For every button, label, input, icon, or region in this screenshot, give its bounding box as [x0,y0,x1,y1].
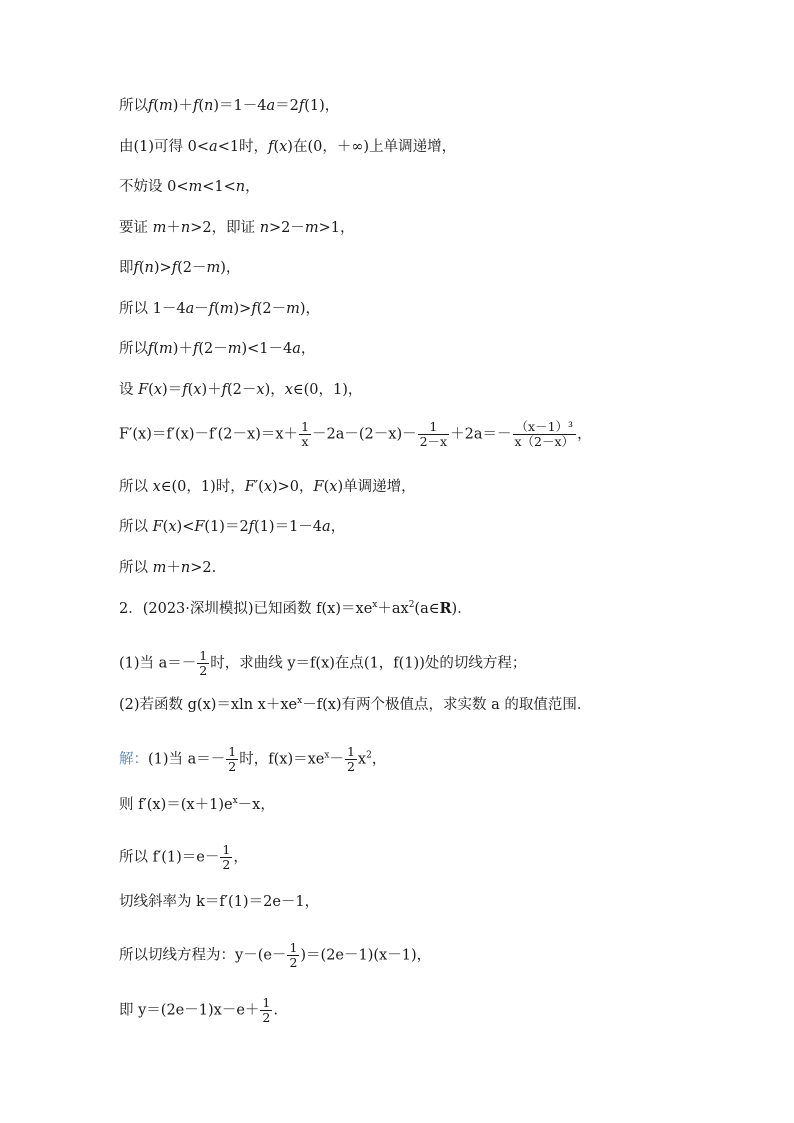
text-segment: 所以 [119,98,148,114]
text-segment: ＝2 [275,98,299,114]
text-segment: >2－ [269,220,305,236]
text-segment: n [259,220,270,236]
text-segment: f [208,301,215,317]
text-segment: a [185,301,195,317]
text-segment: )＋ [201,382,222,398]
text-line-5 [119,258,240,278]
text-segment: (1)＝1－4 [254,519,323,535]
text-segment: >2，即证 [190,220,260,236]
text-segment: 所以 1－4 [119,301,186,317]
problem-part-2: (2)若函数 g(x)＝xln $x+xe^x-f(x)$有两个极值点，求实数 a 的取值范围． [119,696,592,713]
problem-part-1: (1)当 a＝－ $\frac{1}{2}$ 时，求曲线 y＝f(x)在点(1，f(1))处的切线方程； [119,648,527,678]
text-segment: F [244,479,255,495]
text-segment: f [248,519,255,535]
text-segment: ， [245,179,260,195]
text-segment: n [180,560,191,576]
text-segment: >2. [190,560,217,576]
text-segment: 即 [119,260,134,276]
text-segment: )> [233,301,252,317]
text-segment: )， [299,301,321,317]
text-segment: )＋ [172,341,193,357]
text-segment: 不妨设 0< [119,179,189,195]
text-segment: f [221,382,227,398]
text-segment: a [209,139,218,155]
text-line-7 [119,339,315,359]
text-segment: n [144,260,154,276]
solution-label: 解： [119,751,148,768]
text-segment: <1< [202,179,236,195]
solution-line-2: 则 $f'(x)=(x+1)e^x-x$， [119,796,275,813]
text-segment: － [194,301,209,317]
text-line-3 [119,177,260,197]
text-line-12 [119,558,216,578]
text-segment: m [219,301,234,317]
text-line-4 [119,218,355,238]
text-segment: )＋ [172,98,193,114]
text-segment: m [159,98,173,114]
text-line-2 [119,137,456,157]
text-segment: ( [273,139,280,155]
text-line-1 [119,96,339,116]
text-segment: f [133,260,139,276]
text-segment: )＝1－4 [213,98,267,114]
solution-line-6: 即 y＝(2e－1)x－e＋ $\frac{1}{2}$ . [119,995,278,1025]
fraction: $\frac{1}{2}$ [222,842,231,872]
text-segment: F [152,519,163,535]
text-segment: m [159,341,173,357]
text-segment: <1时， [217,139,269,155]
deriv-part-c: ＋2a＝－ [450,426,512,443]
deriv-part-a: F′(x)＝f′(x)－f′(2－x)＝x＋ [119,426,299,443]
text-segment: (2－ [226,382,257,398]
text-segment: x [168,519,177,535]
text-segment: ， [330,519,346,535]
fraction: $\frac{1}{2}$ [228,744,237,774]
text-segment: F [138,382,149,398]
text-segment: )< [176,519,195,535]
text-segment: )， [220,260,241,276]
text-segment: 设 [119,382,139,398]
text-segment: )>0， [272,479,314,495]
text-segment: (1)， [304,98,340,114]
text-segment: 由(1)可得 0< [119,139,210,155]
text-segment: )， [264,382,285,398]
fraction: $\frac{1}{2}$ [199,648,208,678]
text-segment: x [263,479,272,495]
text-segment: x [284,382,293,398]
text-segment: ∈(0，1)， [292,382,363,398]
text-segment: n [180,220,191,236]
solution-line-3: 所以 f′(1)＝e－ $\frac{1}{2}$ ， [119,842,248,872]
text-segment: F [313,479,324,495]
text-line-6 [119,299,320,319]
text-segment: )＝ [162,382,183,398]
text-segment: )单调递增， [337,479,416,495]
text-segment: ( [153,341,160,357]
text-segment: m [188,179,203,195]
text-segment: f [182,382,188,398]
text-segment: 所以 [119,519,153,535]
text-segment: >1， [318,220,355,236]
text-segment: (1)＝2 [204,519,249,535]
text-segment: ( [214,301,220,317]
text-segment: x [152,479,161,495]
text-segment: )在(0，＋∞)上单调递增， [287,139,457,155]
text-segment: a [266,98,276,114]
text-segment: m [206,260,221,276]
text-segment: ( [162,519,169,535]
text-segment: 所以 [119,341,148,357]
text-segment: m [152,220,167,236]
solution-line-5: 所以切线方程为：y－(e－ $\frac{1}{2}$ )＝(2e－1)(x－1)， [119,940,432,970]
text-segment: ∈(0，1)时， [160,479,245,495]
text-segment: 所以 [119,479,153,495]
fraction: $\frac{1}{2}$ [262,995,271,1025]
text-segment: ( [153,98,160,114]
deriv-part-b: －2a－(2－x)－ [312,426,417,443]
deriv-part-d: ， [577,426,592,443]
solution-line-1: 解：(1)当 a＝－ $\frac{1}{2}$ 时，$f(x)=xe^x-$ $\frac{1}{2}$ $x^2$， [119,744,387,774]
text-segment: m [304,220,319,236]
text-segment: m [152,560,167,576]
fraction: $\frac{1}{2}$ [346,744,355,774]
text-segment: m [227,341,242,357]
fraction: $\frac{1}{2}$ [289,940,298,970]
text-line-8 [119,380,362,400]
text-segment: ( [138,260,145,276]
text-segment: a [292,341,301,357]
text-segment: x [279,139,288,155]
text-segment: ( [187,382,194,398]
text-segment: f [251,301,257,317]
fraction: $\frac{\text{（x－1）³}}{x(2-x)}$ [514,419,575,449]
text-segment: x [256,382,265,398]
text-segment: f [192,341,199,357]
text-segment: F [194,519,205,535]
fraction: $\frac{1}{2-x}$ [419,419,448,449]
text-line-11 [119,517,345,537]
text-segment: f [171,260,178,276]
text-segment: ( [198,98,205,114]
text-segment: a [322,519,331,535]
fraction: $\frac{1}{x}$ [301,419,310,449]
text-segment: ( [148,382,154,398]
text-segment: (2－ [256,301,287,317]
derivative-line [119,420,592,449]
text-segment: 所以 [119,560,153,576]
text-segment: m [286,301,300,317]
text-segment: ＋ [166,220,181,236]
text-segment: (2－ [177,260,207,276]
text-segment: )<1－4 [241,341,293,357]
text-segment: x [329,479,338,495]
text-segment: 要证 [119,220,153,236]
text-segment: x [193,382,202,398]
text-segment: f [268,139,274,155]
solution-line-4: 切线斜率为 k＝f′(1)＝2e－1， [119,894,320,910]
text-segment: ( [323,479,330,495]
text-segment: x [153,382,163,398]
text-line-10 [119,477,416,497]
text-segment: ， [300,341,316,357]
text-segment: f [148,98,154,114]
text-segment: )> [153,260,172,276]
text-segment: n [235,179,246,195]
text-segment: ＋ [166,560,181,576]
problem-title: 2．(2023·深圳模拟)已知函数 $f(x)=xe^x+ax^2(a\in R)$． [119,600,472,617]
text-segment: f [192,98,199,114]
text-segment: f [148,341,154,357]
text-segment: ′( [254,479,264,495]
text-segment: (2－ [198,341,228,357]
text-segment: f [298,98,305,114]
text-segment: n [204,98,214,114]
